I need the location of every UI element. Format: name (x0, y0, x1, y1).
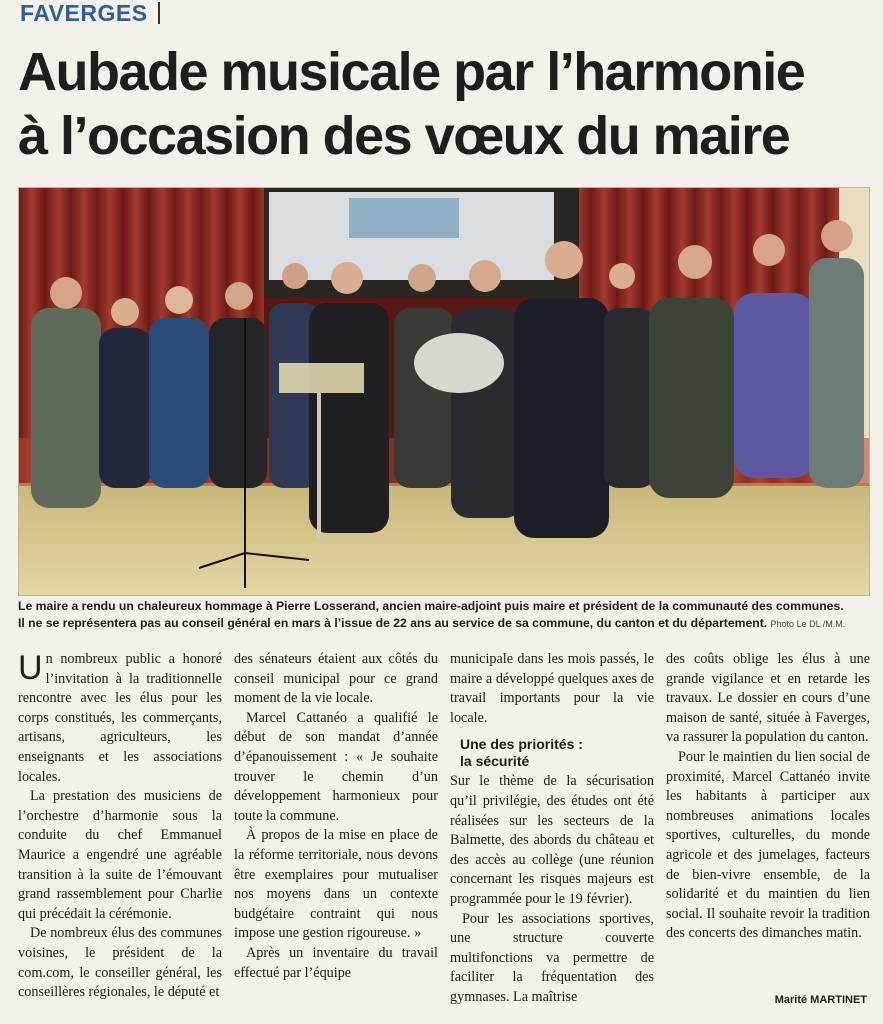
subheading (460, 736, 654, 770)
article-column-1 (18, 650, 222, 1003)
article-photo (18, 187, 870, 596)
caption-line-1: Le maire a rendu un chaleureux hommage à Pierre Losserand, ancien maire-adjoint puis maire et président de la communauté des communes. (18, 599, 844, 613)
article-column-4 (666, 650, 870, 944)
paragraph: Pour le maintien du lien social de proximité, Marcel Cattanéo invite les habitants à participer aux nombreuses animations locales sportives, culturelles, du monde agricole et des jumelages, facteurs de bien-vivre ensemble, de la solidarité et du maintien du lien social. Il souhaite revoir la tradition des concerts des dimanches matin. (666, 748, 870, 942)
photo-illustration (19, 188, 869, 595)
article-column-3 (450, 650, 654, 1008)
paragraph: De nombreux élus des communes voisines, le président de la com.com, le conseiller général, les conseillères régionales, le député et (18, 925, 222, 1001)
paragraph-text: n nombreux public a honoré l’invitation à la traditionnelle rencontre avec les élus pour les corps constitués, les commerçants, artisans, agriculteurs, les enseignants et les associations locales. (18, 651, 222, 785)
subheading-line-1: Une des priorités : (460, 736, 583, 753)
headline-line-1: Aubade musicale par l’harmonie (18, 42, 805, 102)
caption-line-2: Il ne se représentera pas au conseil général en mars à l’issue de 22 ans au service de sa commune, du canton et du département. (18, 616, 768, 630)
paragraph: Sur le thème de la sécurisation qu’il privilégie, des études ont été réalisées sur les secteurs de la Balmette, des abords du château et des accès au collège (une réunion concernant les risques majeurs est programmée pour le 19 février). (450, 773, 654, 907)
section-kicker: FAVERGES (20, 0, 148, 26)
headline-line-2: à l’occasion des vœux du maire (18, 106, 790, 166)
photo-credit: Photo Le DL /M.M. (770, 619, 846, 629)
paragraph: Pour les associations sportives, une structure couverte multifonctions va permettre de faciliter la fréquentation des gymnases. La maîtrise (450, 910, 654, 1005)
subheading-line-2: la sécurité (460, 753, 530, 770)
paragraph: municipale dans les mois passés, le maire a développé quelques axes de travail importants pour la vie locale. (450, 651, 654, 726)
paragraph: Après un inventaire du travail effectué par l’équipe (234, 944, 438, 981)
photo-caption (18, 598, 868, 633)
section-kicker-bar (20, 0, 160, 26)
headline (18, 40, 868, 168)
paragraph: La prestation des musiciens de l’orchestre d’harmonie sous la conduite du chef Emmanuel Maurice a engendré une agréable transition à la suite de l’émouvant grand rassemblement pour Charlie qui précédait la cérémonie. (18, 788, 222, 922)
article-column-2 (234, 650, 438, 983)
paragraph: des coûts oblige les élus à une grande vigilance et en retarde les travaux. Le dossier en cours d’une maison de santé, située à Faverges, va rassurer la population du canton. (666, 651, 870, 746)
author-signature: Marité MARTINET (774, 994, 867, 1006)
paragraph: À propos de la mise en place de la réforme territoriale, nous devons être exemplaires pour mutualiser nos moyens dans un contexte budgétaire contraint qui nous impose une gestion rigoureuse. » (234, 827, 438, 942)
paragraph: Marcel Cattanéo a qualifié le début de son mandat d’année d’épanouissement : « Je souhaite trouver le chemin d’un développement harmonieux pour toute la commune. (234, 709, 438, 824)
drop-cap: U (18, 649, 43, 687)
paragraph: des sénateurs étaient aux côtés du conseil municipal pour ce grand moment de la vie locale. (234, 651, 438, 707)
kicker-divider (158, 2, 160, 24)
paragraph (18, 650, 222, 787)
